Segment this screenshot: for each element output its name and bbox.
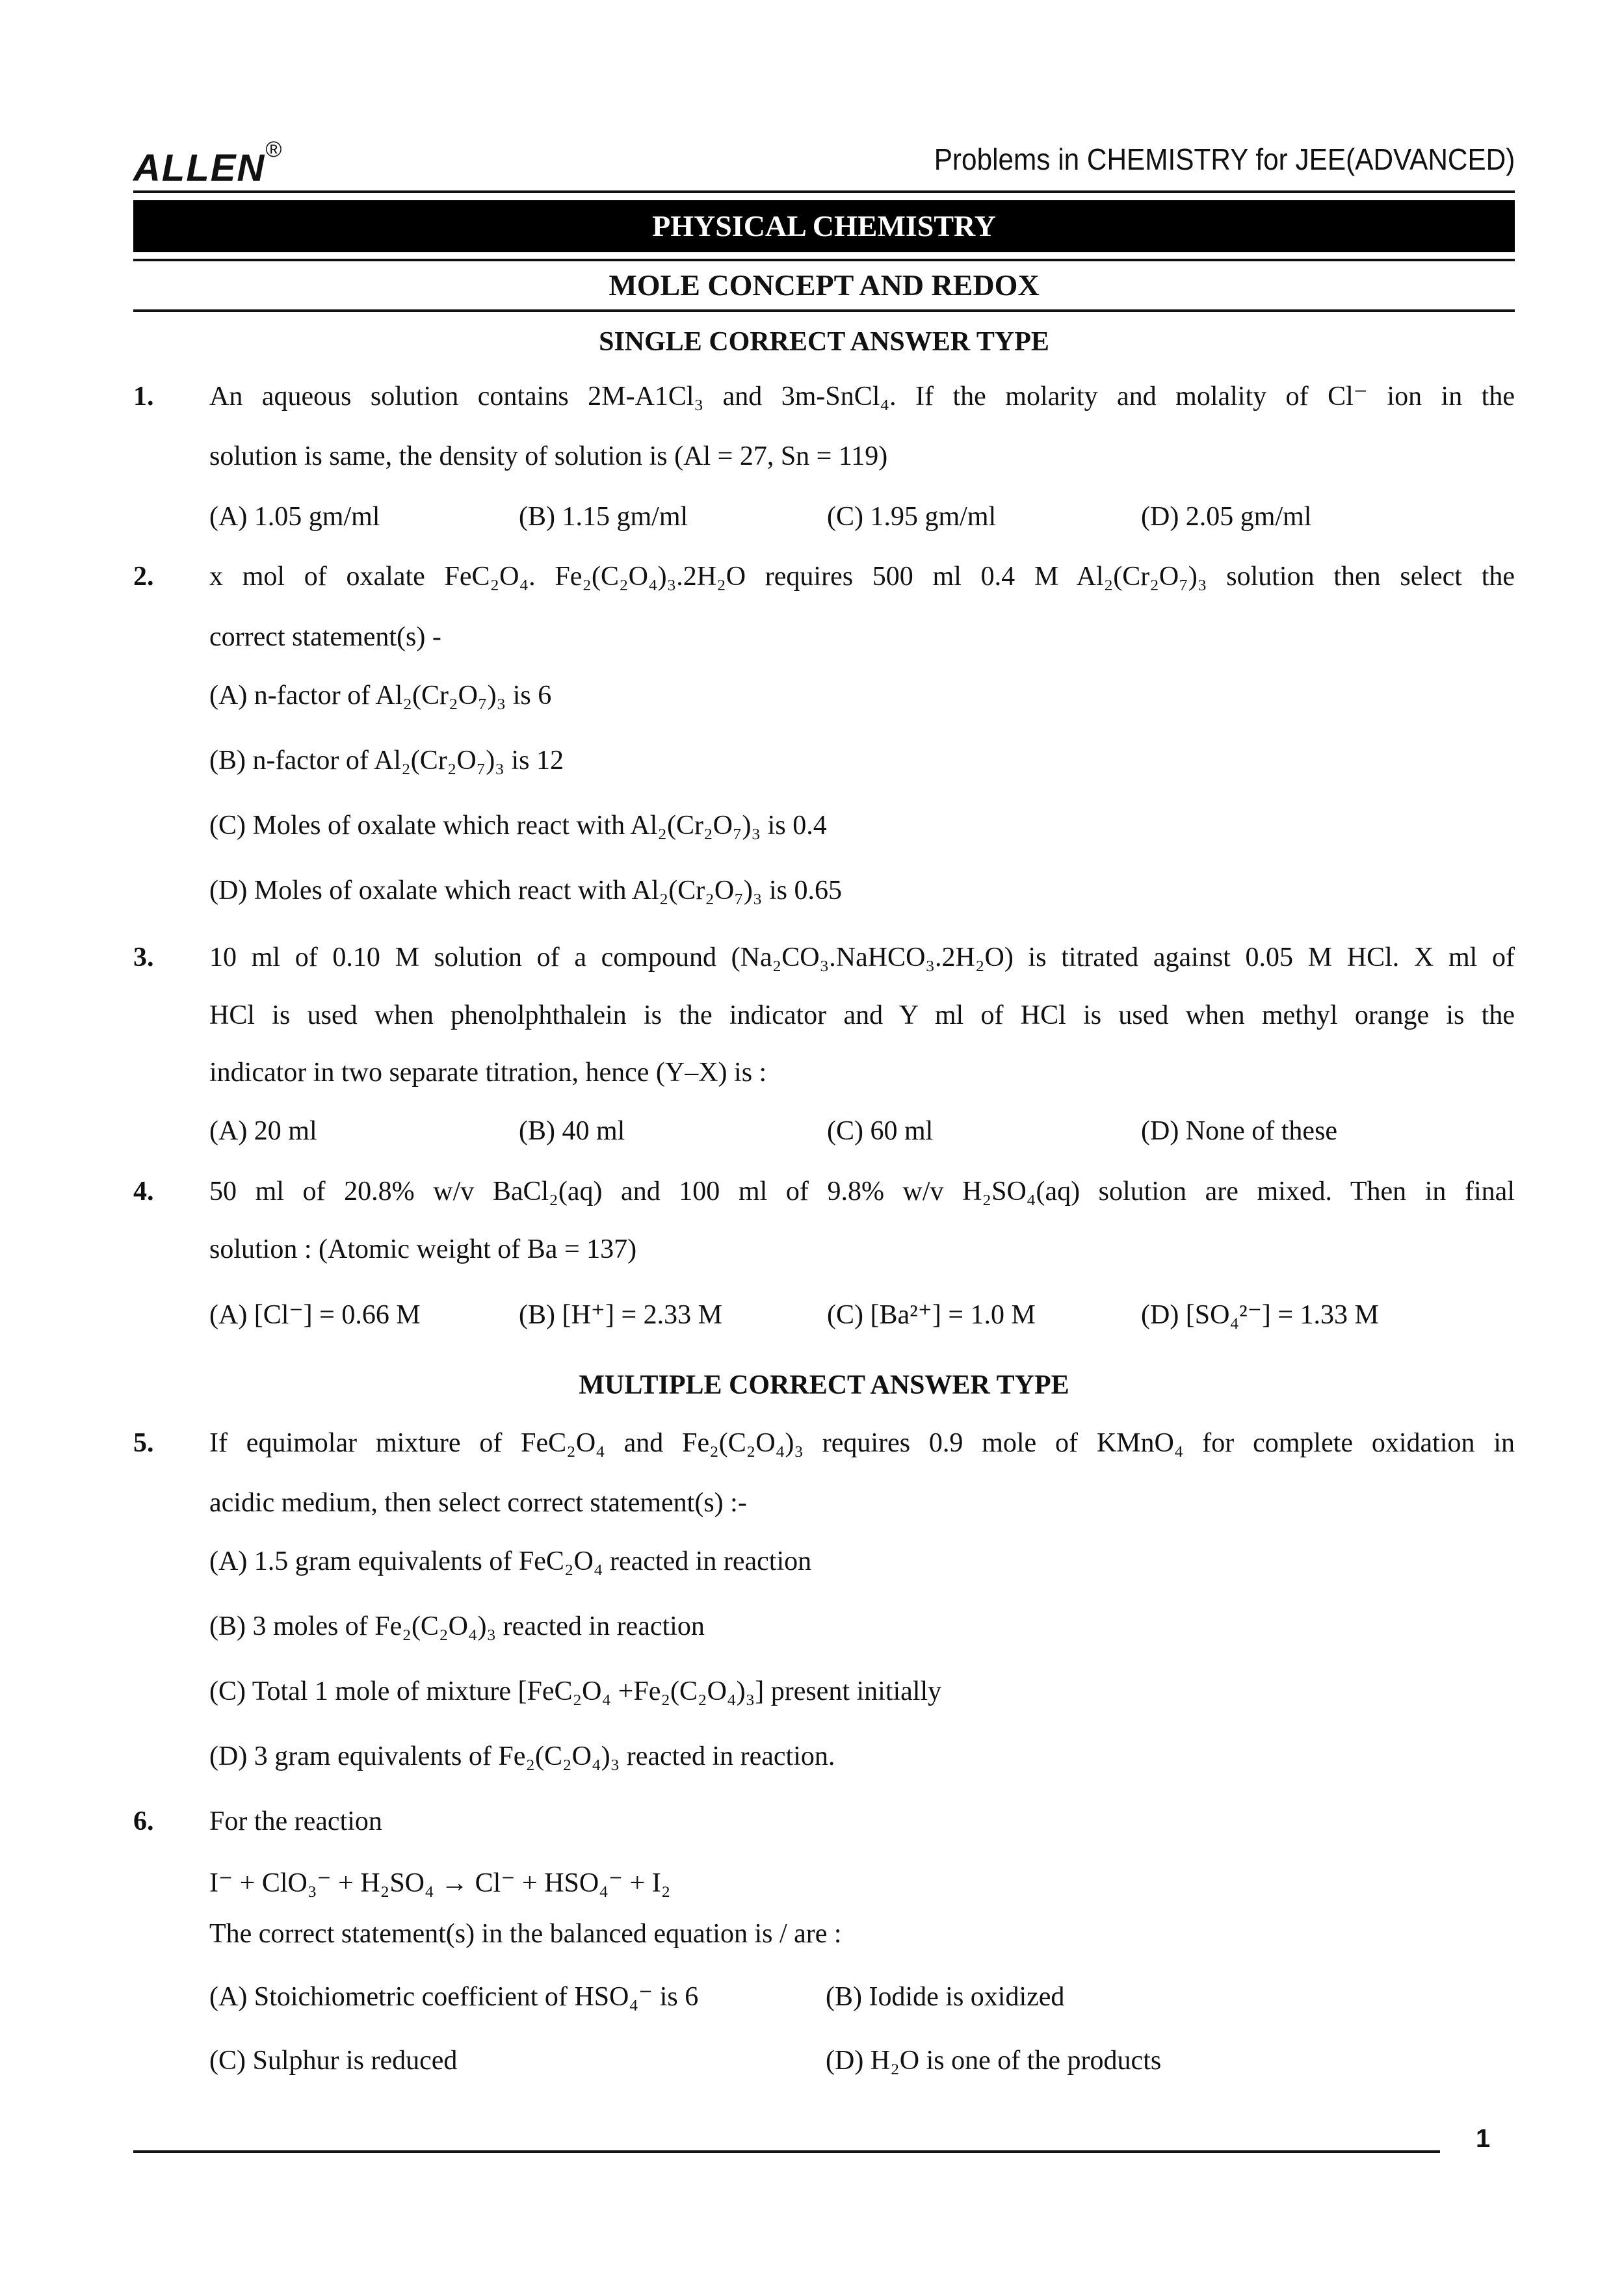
question-text-line: solution is same, the density of solution is (Al = 27, Sn = 119) (209, 441, 888, 471)
option-a: (A) 1.05 gm/ml (209, 502, 380, 532)
question-text-line: If equimolar mixture of FeC₂O₄ and Fe₂(C₂O₄)₃ requires 0.9 mole of KMnO₄ for complete oxidation in (209, 1428, 1515, 1458)
question-text-line: An aqueous solution contains 2M-A1Cl₃ and 3m-SnCl₄. If the molarity and molality of Cl⁻ ion in the (209, 382, 1515, 411)
chapter-title: MOLE CONCEPT AND REDOX (609, 268, 1040, 302)
page-number: 1 (1476, 2124, 1491, 2153)
question-number: 6. (133, 1806, 154, 1836)
question-text-line: x mol of oxalate FeC₂O₄. Fe₂(C₂O₄)₃.2H₂O requires 500 ml 0.4 M Al₂(Cr₂O₇)₃ solution then select the (209, 562, 1515, 592)
question-number: 1. (133, 382, 154, 411)
option-a: (A) Stoichiometric coefficient of HSO₄⁻ is 6 (209, 1982, 699, 2012)
question-number: 3. (133, 943, 154, 972)
option-b: (B) 40 ml (519, 1116, 625, 1146)
footer-rule (133, 2150, 1440, 2153)
question-text-line: 50 ml of 20.8% w/v BaCl₂(aq) and 100 ml of 9.8% w/v H₂SO₄(aq) solution are mixed. Then in final (209, 1177, 1515, 1206)
section-heading-multiple: MULTIPLE CORRECT ANSWER TYPE (579, 1370, 1069, 1400)
option-c: (C) [Ba²⁺] = 1.0 M (827, 1300, 1036, 1330)
option-d: (D) None of these (1141, 1116, 1338, 1146)
question-text-line: correct statement(s) - (209, 622, 441, 652)
reaction-equation: I⁻ + ClO₃⁻ + H₂SO₄ → Cl⁻ + HSO₄⁻ + I₂ (209, 1868, 671, 1898)
option-d: (D) [SO₄²⁻] = 1.33 M (1141, 1300, 1379, 1330)
question-text-line: HCl is used when phenolphthalein is the indicator and Y ml of HCl is used when methyl orange is the (209, 1000, 1515, 1030)
question-text-line: acidic medium, then select correct statement(s) :- (209, 1488, 747, 1518)
option-d: (D) 3 gram equivalents of Fe₂(C₂O₄)₃ reacted in reaction. (209, 1741, 835, 1771)
option-a: (A) 1.5 gram equivalents of FeC₂O₄ reacted in reaction (209, 1546, 812, 1576)
option-c: (C) Moles of oxalate which react with Al₂(Cr₂O₇)₃ is 0.4 (209, 811, 827, 841)
question-text-line: 10 ml of 0.10 M solution of a compound (Na₂CO₃.NaHCO₃.2H₂O) is titrated against 0.05 M HCl. X ml of (209, 943, 1515, 972)
question-number: 4. (133, 1177, 154, 1206)
book-title: Problems in CHEMISTRY for JEE(ADVANCED) (934, 142, 1515, 176)
question-text-line: For the reaction (209, 1806, 382, 1836)
subject-banner: PHYSICAL CHEMISTRY (133, 200, 1515, 252)
option-b: (B) n-factor of Al₂(Cr₂O₇)₃ is 12 (209, 746, 564, 776)
option-c: (C) Total 1 mole of mixture [FeC₂O₄ +Fe₂(C₂O₄)₃] present initially (209, 1676, 942, 1706)
question-text-line: solution : (Atomic weight of Ba = 137) (209, 1234, 637, 1264)
question-text-line: The correct statement(s) in the balanced equation is / are : (209, 1919, 842, 1949)
header-rule (133, 190, 1515, 193)
chapter-bottom-rule (133, 309, 1515, 312)
option-d: (D) H₂O is one of the products (826, 2046, 1162, 2076)
question-text-line: indicator in two separate titration, hence (Y–X) is : (209, 1058, 767, 1088)
option-b: (B) [H⁺] = 2.33 M (519, 1300, 722, 1330)
section-heading-single: SINGLE CORRECT ANSWER TYPE (599, 327, 1049, 357)
option-c: (C) 1.95 gm/ml (827, 502, 997, 532)
option-a: (A) n-factor of Al₂(Cr₂O₇)₃ is 6 (209, 681, 552, 710)
option-d: (D) Moles of oxalate which react with Al₂(Cr₂O₇)₃ is 0.65 (209, 876, 843, 906)
option-b: (B) 1.15 gm/ml (519, 502, 688, 532)
option-c: (C) 60 ml (827, 1116, 934, 1146)
option-a: (A) 20 ml (209, 1116, 317, 1146)
question-number: 2. (133, 562, 154, 592)
chapter-top-rule (133, 259, 1515, 261)
option-a: (A) [Cl⁻] = 0.66 M (209, 1300, 421, 1330)
option-c: (C) Sulphur is reduced (209, 2046, 458, 2076)
option-b: (B) Iodide is oxidized (826, 1982, 1065, 2012)
question-number: 5. (133, 1428, 154, 1458)
allen-logo: ALLEN® (133, 137, 283, 189)
option-b: (B) 3 moles of Fe₂(C₂O₄)₃ reacted in reaction (209, 1611, 705, 1641)
option-d: (D) 2.05 gm/ml (1141, 502, 1312, 532)
